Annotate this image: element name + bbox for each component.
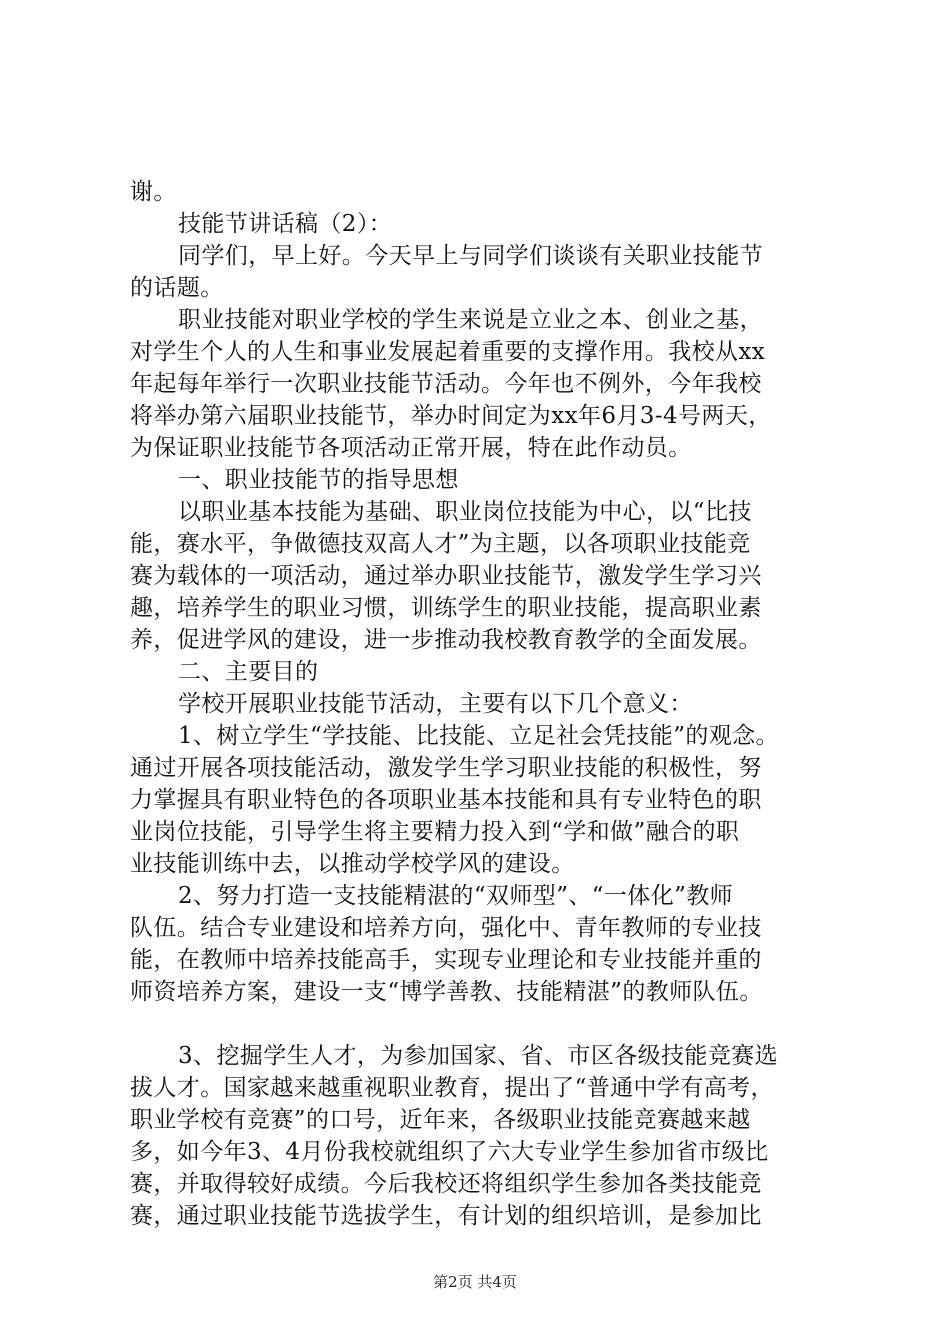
text-line: 趣，培养学生的职业习惯，训练学生的职业技能，提高职业素 [130, 595, 762, 621]
text-line: 职业技能对职业学校的学生来说是立业之本、创业之基， [178, 307, 763, 333]
text-line: 学校开展职业技能节活动，主要有以下几个意义： [178, 691, 693, 717]
text-line: 赛，通过职业技能节选拔学生，有计划的组织培训，是参加比 [130, 1203, 762, 1229]
text-line: 赛为载体的一项活动，通过举办职业技能节，激发学生学习兴 [130, 563, 762, 589]
text-line: 赛，并取得较好成绩。今后我校还将组织学生参加各类技能竞 [130, 1171, 762, 1197]
text-line: 能，赛水平，争做德技双高人才”为主题，以各项职业技能竞 [130, 531, 751, 557]
text-line: 3、挖掘学生人才，为参加国家、省、市区各级技能竞赛选 [178, 1043, 779, 1069]
text-line: 多，如今年3、4月份我校就组织了六大专业学生参加省市级比 [130, 1139, 769, 1165]
text-line: 以职业基本技能为基础、职业岗位技能为中心，以“比技 [178, 499, 752, 525]
text-line: 对学生个人的人生和事业发展起着重要的支撑作用。我校从xx [130, 339, 766, 365]
text-line: 1、树立学生“学技能、比技能、立足社会凭技能”的观念。 [178, 723, 779, 749]
text-line: 业技能训练中去，以推动学校学风的建设。 [130, 851, 575, 877]
section-heading: 技能节讲话稿（2）： [178, 211, 393, 237]
text-line: 队伍。结合专业建设和培养方向，强化中、青年教师的专业技 [130, 915, 762, 941]
text-line: 养，促进学风的建设，进一步推动我校教育教学的全面发展。 [130, 627, 762, 653]
text-line: 拔人才。国家越来越重视职业教育，提出了“普通中学有高考， [130, 1075, 774, 1101]
text-line: 力掌握具有职业特色的各项职业基本技能和具有专业特色的职 [130, 787, 762, 813]
text-line: 通过开展各项技能活动，激发学生学习职业技能的积极性，努 [130, 755, 762, 781]
text-line: 的话题。 [130, 275, 224, 301]
text-line: 职业学校有竞赛”的口号，近年来，各级职业技能竞赛越来越 [130, 1107, 751, 1133]
text-line: 同学们，早上好。今天早上与同学们谈谈有关职业技能节 [178, 243, 763, 269]
text-line: 2、努力打造一支技能精湛的“双师型”、“一体化”教师 [178, 883, 734, 909]
text-line: 将举办第六届职业技能节，举办时间定为xx年6月3-4号两天， [130, 403, 772, 429]
text-line: 年起每年举行一次职业技能节活动。今年也不例外，今年我校 [130, 371, 762, 397]
section-heading: 二、主要目的 [178, 659, 319, 685]
section-heading: 一、职业技能节的指导思想 [178, 467, 459, 493]
text-line: 能，在教师中培养技能高手，实现专业理论和专业技能并重的 [130, 947, 762, 973]
page-number: 第2页 共4页 [433, 1273, 517, 1291]
text-line: 谢。 [130, 179, 177, 205]
text-line: 为保证职业技能节各项活动正常开展，特在此作动员。 [130, 435, 692, 461]
text-line: 师资培养方案，建设一支“博学善教、技能精湛”的教师队伍。 [130, 979, 763, 1005]
text-line: 业岗位技能，引导学生将主要精力投入到“学和做”融合的职 [130, 819, 740, 845]
